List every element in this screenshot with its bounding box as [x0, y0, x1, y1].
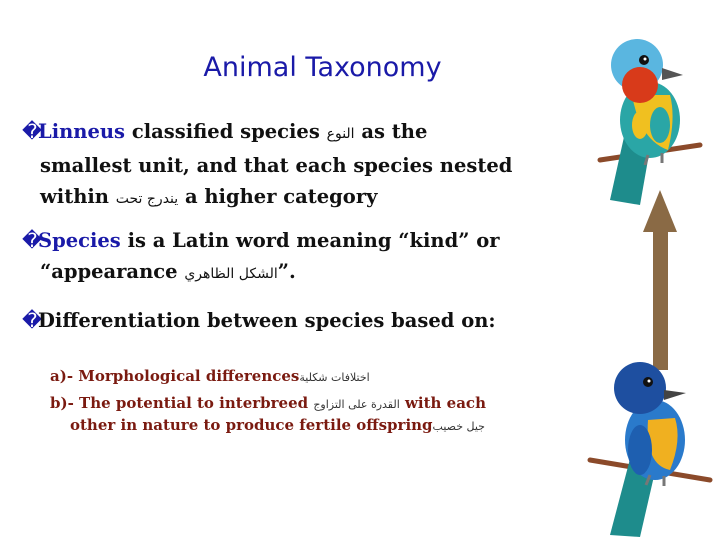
arabic-term: جيل خصيب: [432, 420, 485, 433]
arabic-term: الشكل الظاهري: [184, 266, 278, 282]
text-segment: with each: [399, 394, 486, 412]
text-segment: ”.: [277, 260, 296, 283]
arabic-term: اختلافات شكلية: [299, 371, 370, 384]
text-segment: Differentiation between species based on:: [38, 309, 496, 332]
text-segment: as the: [354, 120, 428, 143]
term-species: Species: [38, 229, 121, 252]
text-segment: is a Latin word meaning “kind” or: [120, 229, 500, 252]
text-segment: other in nature to produce fertile offspring: [70, 416, 433, 434]
arabic-term: يندرج تحت: [115, 191, 179, 207]
text-segment: “appearance: [40, 260, 185, 283]
bird-blue-icon: [590, 362, 710, 537]
text-segment: smallest unit, and that each species nested: [40, 154, 513, 177]
bird-red-head-icon: [600, 39, 700, 205]
arabic-term: القدرة على التزاوج: [313, 398, 400, 411]
bullet-icon: �: [22, 229, 42, 252]
text-segment: b)- The potential to interbreed: [50, 394, 314, 412]
arabic-term: النوع: [326, 126, 355, 142]
bullet-icon: �: [22, 120, 42, 143]
text-segment: a)- Morphological differences: [50, 367, 300, 385]
text-segment: a higher category: [178, 185, 378, 208]
text-segment: within: [40, 185, 116, 208]
evolution-arrow-icon: [643, 190, 677, 370]
bullet-icon: �: [22, 309, 42, 332]
term-linneus: Linneus: [38, 120, 126, 143]
page-title: Animal Taxonomy: [203, 52, 442, 83]
text-segment: classified species: [125, 120, 327, 143]
